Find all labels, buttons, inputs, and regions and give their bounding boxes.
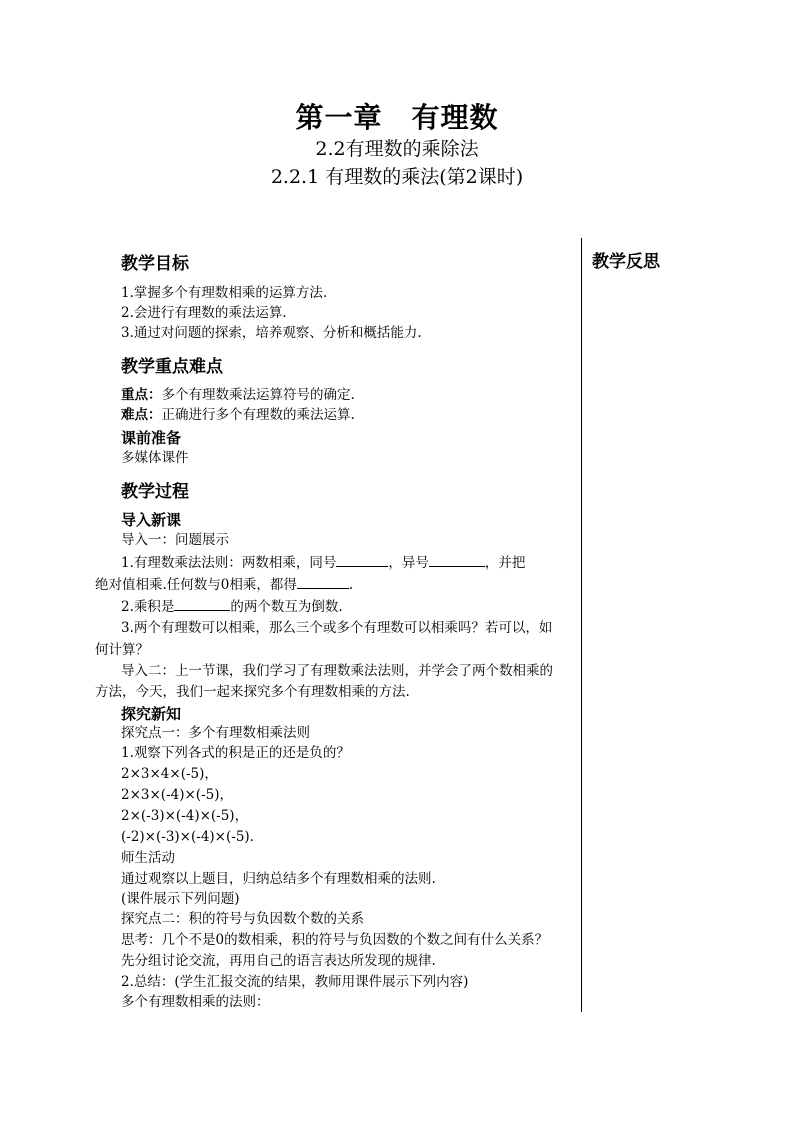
q1-text-b: ，异号 xyxy=(388,555,429,571)
hard-point xyxy=(121,405,355,425)
column-divider xyxy=(581,238,582,1012)
question-3-line1: 3.两个有理数可以相乘，那么三个或多个有理数可以相乘吗？若可以，如 xyxy=(121,620,553,636)
intro2-line2: 方法，今天，我们一起来探究多个有理数相乘的方法. xyxy=(95,684,410,700)
key-point-text: 多个有理数乘法运算符号的确定. xyxy=(161,387,355,403)
q2-text-b: 的两个数互为倒数. xyxy=(230,599,343,615)
explore-heading: 探究新知 xyxy=(121,705,182,723)
keypoints-heading: 教学重点难点 xyxy=(121,357,223,377)
answer-blank xyxy=(297,574,349,589)
chapter-title: 第一章 有理数 xyxy=(295,101,499,134)
section-title: 2.2有理数的乘除法 xyxy=(315,138,479,160)
goals-heading: 教学目标 xyxy=(121,254,189,274)
group-discussion: 先分组讨论交流，再用自己的语言表达所发现的规律. xyxy=(121,953,436,969)
intro-heading: 导入新课 xyxy=(121,511,182,529)
reflection-heading: 教学反思 xyxy=(592,252,660,272)
summary-line: 2.总结：(学生汇报交流的结果，教师用课件展示下列内容) xyxy=(121,974,469,990)
observe-question: 1.观察下列各式的积是正的还是负的？ xyxy=(121,745,350,761)
expression: 2×3×4×(-5)， xyxy=(121,766,218,782)
explore-point-2: 探究点二：积的符号与负因数个数的关系 xyxy=(121,911,364,927)
hard-point-text: 正确进行多个有理数的乘法运算. xyxy=(161,407,355,423)
lesson-title: 2.2.1 有理数的乘法(第2课时) xyxy=(270,166,524,188)
prep-text: 多媒体课件 xyxy=(121,450,189,466)
question-1-line1 xyxy=(121,552,525,573)
hard-point-label: 难点： xyxy=(121,407,162,423)
rule-line: 多个有理数相乘的法则： xyxy=(121,994,270,1010)
activity-label: 师生活动 xyxy=(121,850,175,866)
goal-item: 2.会进行有理数的乘法运算. xyxy=(121,305,287,321)
expression: 2×3×(-4)×(-5)， xyxy=(121,787,233,803)
activity-text: 通过观察以上题目，归纳总结多个有理数相乘的法则. xyxy=(121,871,436,887)
intro1-label: 导入一：问题展示 xyxy=(121,532,229,548)
expression: 2×(-3)×(-4)×(-5)， xyxy=(121,808,249,824)
process-heading: 教学过程 xyxy=(121,482,189,502)
q2-text-a: 2.乘积是 xyxy=(121,599,175,615)
prep-heading: 课前准备 xyxy=(121,429,182,447)
q1-text-d: 绝对值相乘.任何数与0相乘，都得 xyxy=(95,577,297,593)
q1-text-e: . xyxy=(348,577,354,593)
courseware-note: (课件展示下列问题) xyxy=(121,891,240,907)
goal-item: 3.通过对问题的探索，培养观察、分析和概括能力. xyxy=(121,325,422,341)
key-point-label: 重点： xyxy=(121,387,162,403)
goal-item: 1.掌握多个有理数相乘的运算方法. xyxy=(121,285,328,301)
q1-text-a: 1.有理数乘法法则：两数相乘，同号 xyxy=(121,555,337,571)
answer-blank xyxy=(429,552,485,567)
question-2 xyxy=(121,596,343,617)
q1-text-c: ，并把 xyxy=(484,555,526,571)
think-question: 思考：几个不是0的数相乘，积的符号与负因数的个数之间有什么关系？ xyxy=(121,932,549,948)
key-point xyxy=(121,385,355,405)
explore-point-1: 探究点一：多个有理数相乘法则 xyxy=(121,725,310,741)
expression: (-2)×(-3)×(-4)×(-5). xyxy=(121,829,254,845)
question-1-line2 xyxy=(95,574,353,595)
answer-blank xyxy=(336,552,388,567)
intro2-line1: 导入二：上一节课，我们学习了有理数乘法法则，并学会了两个数相乘的 xyxy=(121,663,553,679)
question-3-line2: 何计算？ xyxy=(95,642,149,658)
answer-blank xyxy=(174,596,230,611)
